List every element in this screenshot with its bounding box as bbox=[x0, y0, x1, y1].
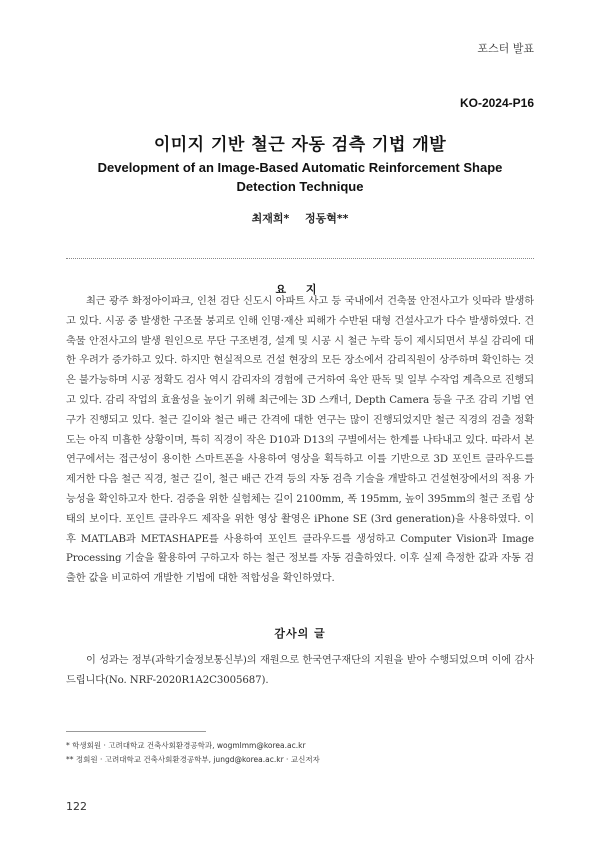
abstract-paragraph: 최근 광주 화정아이파크, 인천 검단 신도시 아파트 사고 등 국내에서 건축물 안전사고가 잇따라 발생하고 있다. 시공 중 발생한 구조물 붕괴로 인해 인명·재산 피해가 수반된 대형 건설사고가 다수 발생하였다. 건축물 안전사고의 발생 원인으로 무단 구조변경, 설계 및 시공 시 철근 누락 등이 제시되면서 부실 감리에 대한 우려가 증가하고 있다. 하지만 현실적으로 건설 현장의 모든 장소에서 감리직원이 상주하며 확인하는 것은 불가능하며 시공 정확도 검사 역시 감리자의 경험에 근거하여 육안 판독 및 일부 수작업 계측으로 진행되고 있다. 감리 작업의 효율성을 높이기 위해 최근에는 3D 스캐너, Depth Camera 등을 구조 감리 기법 연구가 진행되고 있다. 철근 길이와 철근 배근 간격에 대한 연구는 많이 진행되었지만 철근 직경의 검출 정확도는 아직 미흡한 상황이며, 특히 직경이 작은 D10과 D13의 구별에서는 한계를 나타내고 있다. 따라서 본 연구에서는 접근성이 용이한 스마트폰을 사용하여 영상을 획득하고 이를 기반으로 3D 포인트 클라우드를 제거한 다음 철근 직경, 철근 길이, 철근 배근 간격 등의 자동 검측 기술을 개발하고 건설현장에서의 적용 가능성을 확인하고자 한다. 검증을 위한 실험체는 길이 2100mm, 폭 195mm, 높이 395mm의 철근 조립 상태의 보이다. 포인트 클라우드 제작을 위한 영상 촬영은 iPhone SE (3rd generation)을 사용하였다. 이후 MATLAB과 METASHAPE를 사용하여 포인트 클라우드를 생성하고 Computer Vision과 Image Processing 기술을 활용하여 구하고자 하는 철근 정보를 자동 검출하였다. 이후 실제 측정한 값과 자동 검출한 값을 비교하여 개발한 기법에 대한 적합성을 확인하였다. bbox=[66, 296, 534, 585]
acknowledgment-heading: 감사의 글 bbox=[274, 627, 326, 640]
footnote-rule bbox=[66, 731, 206, 732]
section-label: 포스터 발표 bbox=[477, 42, 534, 55]
dotted-divider bbox=[66, 258, 534, 259]
abstract-heading: 요 지 bbox=[275, 283, 325, 296]
footnote-2: ** 정회원 · 고려대학교 건축사회환경공학부, jungd@korea.ac.kr · 교신저자 bbox=[66, 755, 320, 764]
footnote-1: * 학생회원 · 고려대학교 건축사회환경공학과, wogmlmm@korea.ac.kr bbox=[66, 741, 306, 750]
author-2: 정동혁** bbox=[305, 212, 349, 225]
author-1: 최재희* bbox=[251, 212, 290, 225]
title-korean: 이미지 기반 철근 자동 검측 기법 개발 bbox=[153, 135, 447, 155]
acknowledgment-body: 이 성과는 정부(과학기술정보통신부)의 재원으로 한국연구재단의 지원을 받아 수행되었으며 이에 감사드립니다(No. NRF-2020R1A2C3005687). bbox=[66, 655, 534, 686]
author-list bbox=[0, 210, 600, 226]
abstract-body bbox=[66, 292, 534, 589]
page-number: 122 bbox=[66, 800, 87, 813]
paper-code: KO-2024-P16 bbox=[459, 96, 534, 110]
title-english: Development of an Image-Based Automatic Reinforcement Shape Detection Technique bbox=[97, 160, 503, 194]
